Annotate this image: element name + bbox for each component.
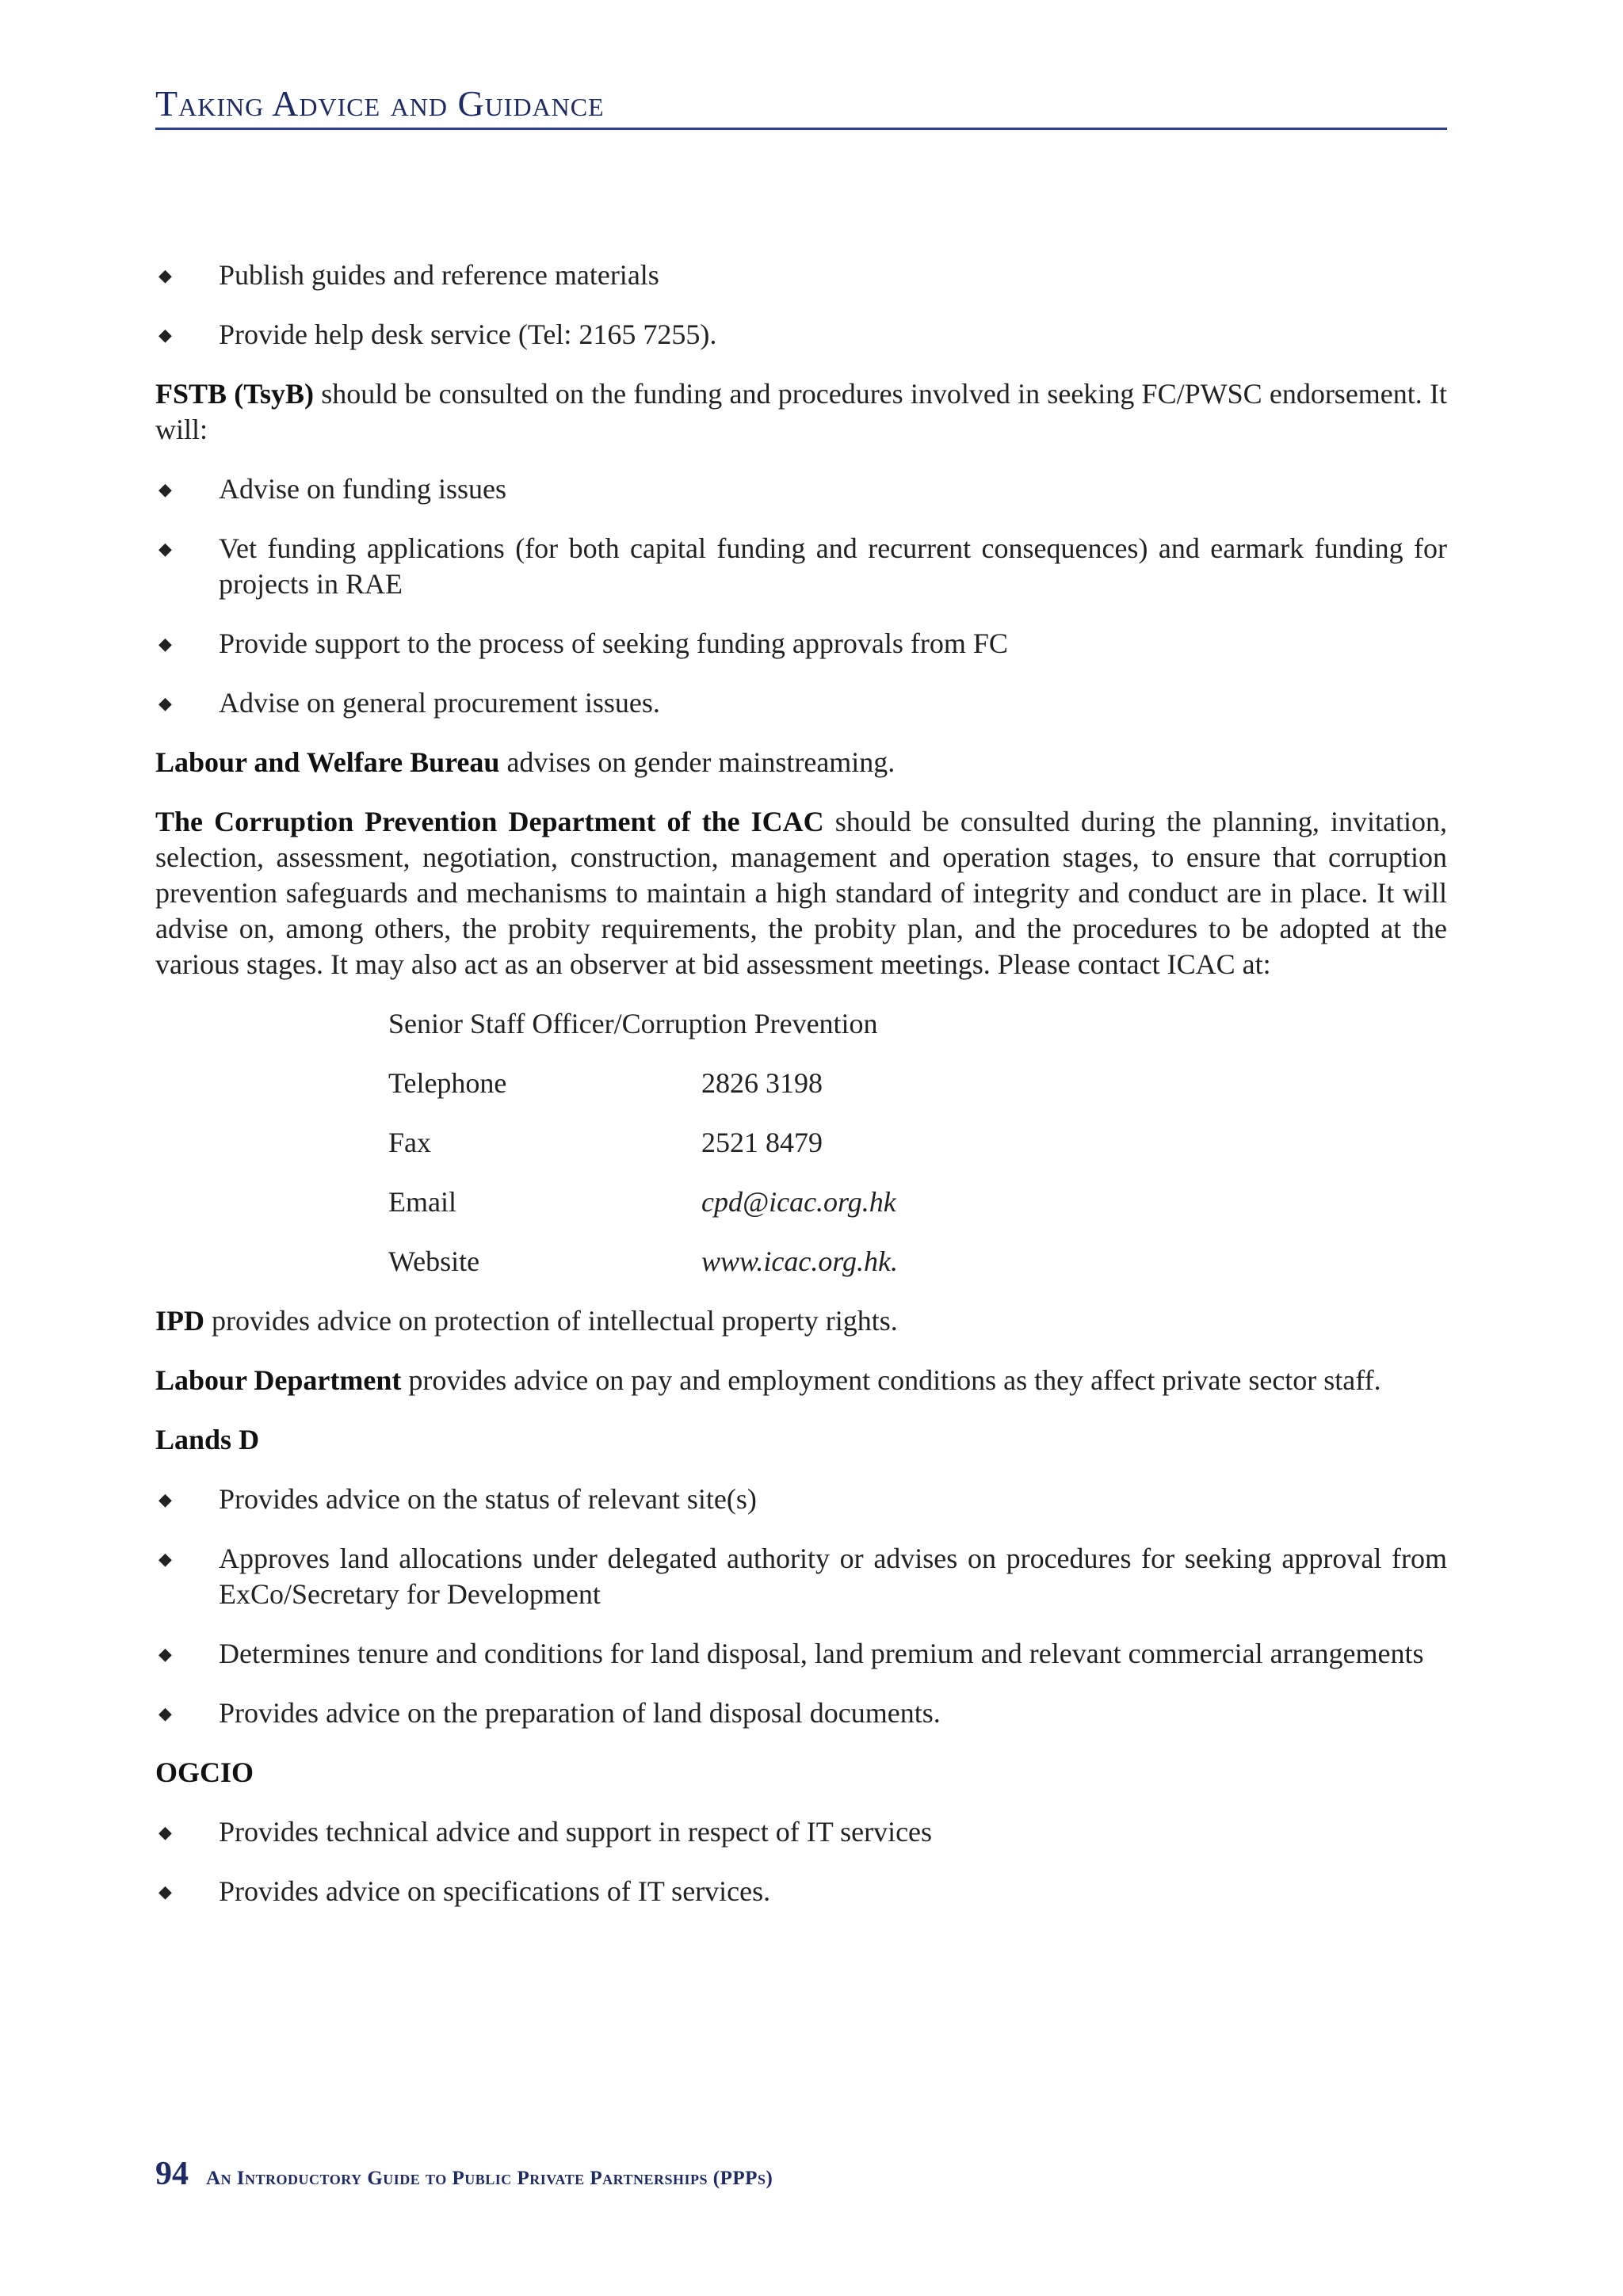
list-item: ◆ Advise on funding issues [158,473,506,505]
diamond-bullet-icon: ◆ [158,265,172,285]
website-link[interactable]: www.icac.org.hk. [701,1245,898,1277]
page-number: 94 [155,2156,189,2192]
list-item: ◆ Determines tenure and conditions for land disposal, land premium and relevant commercial arrangements [158,1638,1424,1669]
list-item: ◆ Provides advice on specifications of IT services. [158,1875,771,1907]
ipd-name: IPD [155,1305,204,1337]
diamond-bullet-icon: ◆ [158,325,172,345]
page-footer [155,2155,773,2193]
diamond-bullet-icon: ◆ [158,1882,172,1901]
contact-telephone: Telephone 2826 3198 [388,1067,823,1099]
list-item: ◆ Provides advice on the status of relevant site(s) [158,1483,757,1515]
list-item: ◆ Publish guides and reference materials [158,259,659,291]
icac-contact-block [388,1006,1447,1280]
list-item: ◆ Provides technical advice and support in respect of IT services [158,1816,933,1848]
labour-dept-paragraph: Labour Department provides advice on pay and employment conditions as they affect private sector staff. [155,1364,1381,1396]
diamond-bullet-icon: ◆ [158,479,172,499]
diamond-bullet-icon: ◆ [158,1822,172,1842]
diamond-bullet-icon: ◆ [158,1549,172,1569]
contact-officer: Senior Staff Officer/Corruption Prevention [388,1008,878,1039]
list-item: ◆ Advise on general procurement issues. [158,687,660,719]
section-title: Taking Advice and Guidance [155,83,605,124]
diamond-bullet-icon: ◆ [158,1644,172,1664]
diamond-bullet-icon: ◆ [158,1703,172,1723]
contact-fax: Fax 2521 8479 [388,1127,823,1158]
email-link[interactable]: cpd@icac.org.hk [701,1186,896,1218]
icac-name: The Corruption Prevention Department of the ICAC [155,806,824,837]
list-item: ◆ Vet funding applications (for both capital funding and recurrent consequences) and earmark funding for projects in RAE [158,532,1447,600]
diamond-bullet-icon: ◆ [158,1489,172,1509]
contact-website: Website www.icac.org.hk. [388,1244,1447,1280]
lands-heading: Lands D [155,1424,260,1455]
list-item: ◆ Provides advice on the preparation of land disposal documents. [158,1697,941,1729]
page-body [155,257,1447,1933]
publication-title: An Introductory Guide to Public Private Partnerships (PPPs) [206,2168,773,2189]
list-item: ◆ Provide help desk service (Tel: 2165 7255). [158,318,717,350]
fstb-name: FSTB (TsyB) [155,378,314,410]
ipd-paragraph: IPD provides advice on protection of intellectual property rights. [155,1305,898,1337]
list-item: ◆ Provide support to the process of seeking funding approvals from FC [158,627,1008,659]
icac-paragraph: The Corruption Prevention Department of the ICAC should be consulted during the planning, invitation, selection, assessment, negotiation, construction, management and operation stages, to ensure that corruption prevention safeguards and mechanisms to maintain a high standard of integrity and conduct are in place. It will advise on, among others, the probity requirements, the probity plan, and the procedures to be adopted at the various stages. It may also act as an observer at bid assessment meetings. Please contact ICAC at: [155,806,1447,980]
diamond-bullet-icon: ◆ [158,539,172,559]
list-item: ◆ Approves land allocations under delegated authority or advises on procedures for seeking approval from ExCo/Secretary for Development [158,1543,1447,1610]
contact-email: Email cpd@icac.org.hk [388,1184,1447,1220]
diamond-bullet-icon: ◆ [158,634,172,654]
labour-dept-name: Labour Department [155,1364,402,1396]
lwb-name: Labour and Welfare Bureau [155,746,500,778]
diamond-bullet-icon: ◆ [158,693,172,713]
page-header [155,82,1447,130]
lwb-paragraph: Labour and Welfare Bureau advises on gender mainstreaming. [155,746,896,778]
ogcio-heading: OGCIO [155,1756,254,1788]
fstb-paragraph: FSTB (TsyB) should be consulted on the funding and procedures involved in seeking FC/PWSC endorsement. It will: [155,378,1448,445]
